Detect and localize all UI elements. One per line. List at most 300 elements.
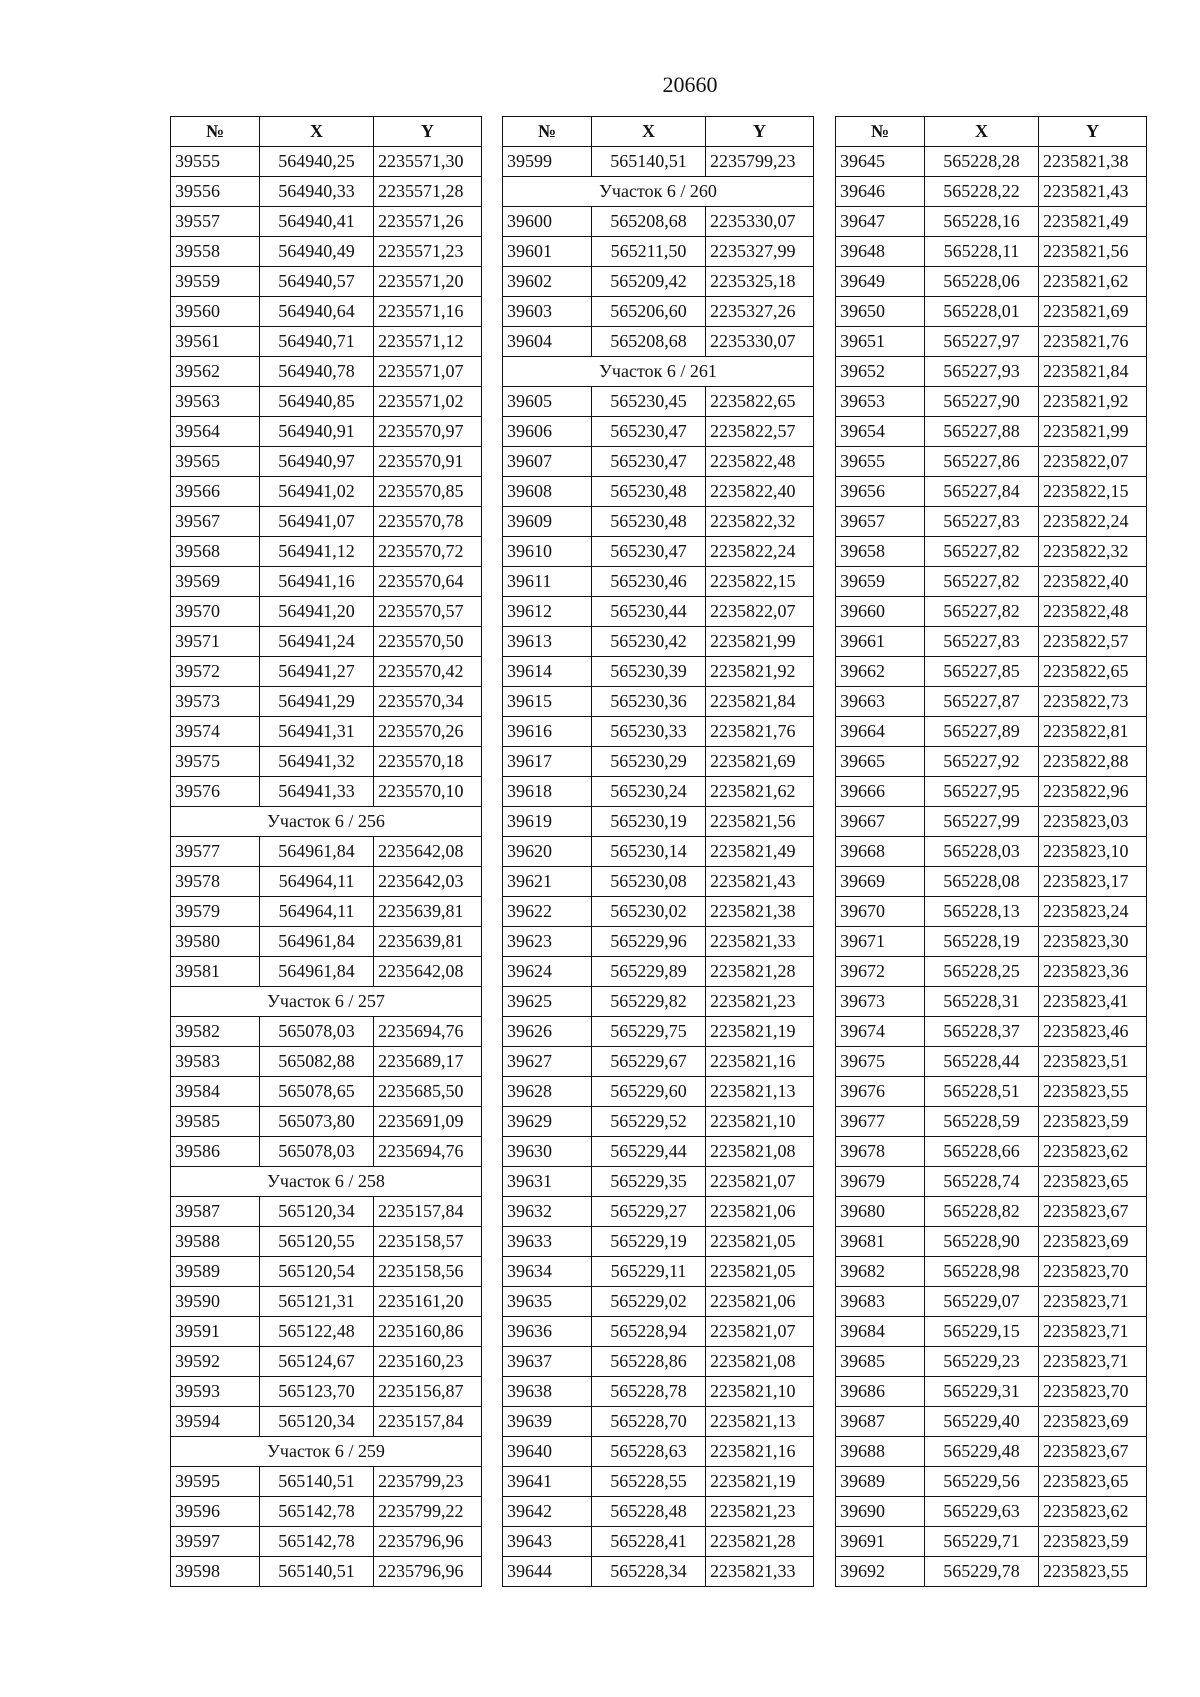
section-row [171, 987, 482, 1017]
cell-y: 2235821,10 [706, 1377, 814, 1407]
cell-no: 39656 [836, 477, 925, 507]
cell-no: 39602 [503, 267, 592, 297]
table-row [836, 807, 1147, 837]
cell-y: 2235571,26 [374, 207, 482, 237]
cell-y: 2235158,57 [374, 1227, 482, 1257]
cell-y: 2235822,40 [1039, 567, 1147, 597]
section-title: Участок 6 / 261 [503, 357, 814, 387]
cell-no: 39640 [503, 1437, 592, 1467]
cell-y: 2235821,05 [706, 1227, 814, 1257]
cell-y: 2235823,17 [1039, 867, 1147, 897]
table-row [503, 1497, 814, 1527]
coordinates-table-1 [170, 116, 482, 1587]
cell-x: 565142,78 [260, 1527, 374, 1557]
cell-y: 2235821,19 [706, 1017, 814, 1047]
cell-y: 2235821,99 [706, 627, 814, 657]
table-row [171, 1197, 482, 1227]
cell-no: 39674 [836, 1017, 925, 1047]
cell-x: 565230,46 [592, 567, 706, 597]
table-row [503, 807, 814, 837]
cell-x: 565228,59 [925, 1107, 1039, 1137]
header-no: № [171, 117, 260, 147]
cell-no: 39670 [836, 897, 925, 927]
cell-no: 39633 [503, 1227, 592, 1257]
cell-x: 565229,71 [925, 1527, 1039, 1557]
header-x: X [260, 117, 374, 147]
cell-no: 39591 [171, 1317, 260, 1347]
cell-no: 39661 [836, 627, 925, 657]
cell-y: 2235821,62 [1039, 267, 1147, 297]
cell-y: 2235821,38 [706, 897, 814, 927]
cell-no: 39570 [171, 597, 260, 627]
cell-x: 564940,41 [260, 207, 374, 237]
cell-no: 39671 [836, 927, 925, 957]
cell-no: 39565 [171, 447, 260, 477]
table-row [503, 657, 814, 687]
cell-y: 2235330,07 [706, 207, 814, 237]
cell-no: 39619 [503, 807, 592, 837]
table-row [836, 1407, 1147, 1437]
table-row [171, 237, 482, 267]
table-row [836, 777, 1147, 807]
table-row [836, 987, 1147, 1017]
section-title: Участок 6 / 257 [171, 987, 482, 1017]
cell-x: 564941,33 [260, 777, 374, 807]
cell-x: 565230,45 [592, 387, 706, 417]
table-row [503, 1137, 814, 1167]
cell-no: 39687 [836, 1407, 925, 1437]
table-row [503, 1407, 814, 1437]
cell-x: 565229,63 [925, 1497, 1039, 1527]
table-row [171, 537, 482, 567]
cell-x: 565229,89 [592, 957, 706, 987]
cell-y: 2235821,10 [706, 1107, 814, 1137]
cell-x: 565078,65 [260, 1077, 374, 1107]
table-row [171, 1377, 482, 1407]
table-row [503, 1347, 814, 1377]
cell-no: 39608 [503, 477, 592, 507]
cell-no: 39681 [836, 1227, 925, 1257]
cell-no: 39666 [836, 777, 925, 807]
cell-no: 39635 [503, 1287, 592, 1317]
cell-no: 39663 [836, 687, 925, 717]
cell-x: 565228,13 [925, 897, 1039, 927]
cell-y: 2235158,56 [374, 1257, 482, 1287]
table-row [836, 387, 1147, 417]
cell-no: 39637 [503, 1347, 592, 1377]
cell-x: 565142,78 [260, 1497, 374, 1527]
cell-x: 564964,11 [260, 867, 374, 897]
table-row [836, 717, 1147, 747]
cell-x: 565228,28 [925, 147, 1039, 177]
cell-y: 2235821,43 [706, 867, 814, 897]
cell-y: 2235821,23 [706, 1497, 814, 1527]
cell-no: 39598 [171, 1557, 260, 1587]
cell-no: 39601 [503, 237, 592, 267]
cell-no: 39662 [836, 657, 925, 687]
cell-x: 564940,25 [260, 147, 374, 177]
table-row [171, 927, 482, 957]
cell-y: 2235570,57 [374, 597, 482, 627]
cell-y: 2235157,84 [374, 1407, 482, 1437]
table-row [836, 357, 1147, 387]
cell-x: 565206,60 [592, 297, 706, 327]
cell-x: 565230,08 [592, 867, 706, 897]
cell-x: 565208,68 [592, 207, 706, 237]
cell-y: 2235156,87 [374, 1377, 482, 1407]
cell-y: 2235822,73 [1039, 687, 1147, 717]
cell-y: 2235823,69 [1039, 1407, 1147, 1437]
cell-no: 39561 [171, 327, 260, 357]
header-y: Y [374, 117, 482, 147]
table-row [503, 987, 814, 1017]
cell-y: 2235822,48 [706, 447, 814, 477]
cell-y: 2235639,81 [374, 897, 482, 927]
table-row [171, 1317, 482, 1347]
cell-no: 39589 [171, 1257, 260, 1287]
cell-x: 565227,92 [925, 747, 1039, 777]
cell-no: 39617 [503, 747, 592, 777]
table-row [503, 507, 814, 537]
table-row [171, 1017, 482, 1047]
cell-y: 2235822,07 [706, 597, 814, 627]
cell-no: 39673 [836, 987, 925, 1017]
cell-no: 39579 [171, 897, 260, 927]
cell-no: 39647 [836, 207, 925, 237]
table-row [836, 1137, 1147, 1167]
table-row [836, 597, 1147, 627]
cell-y: 2235325,18 [706, 267, 814, 297]
table-row [171, 1497, 482, 1527]
cell-y: 2235823,65 [1039, 1467, 1147, 1497]
header-x: X [592, 117, 706, 147]
table-row [171, 357, 482, 387]
table-row [836, 207, 1147, 237]
table-row [171, 147, 482, 177]
table-row [836, 927, 1147, 957]
cell-no: 39572 [171, 657, 260, 687]
cell-no: 39620 [503, 837, 592, 867]
cell-x: 565228,78 [592, 1377, 706, 1407]
cell-y: 2235821,69 [1039, 297, 1147, 327]
cell-x: 565228,11 [925, 237, 1039, 267]
table-row [171, 1557, 482, 1587]
cell-y: 2235823,62 [1039, 1137, 1147, 1167]
cell-x: 565229,07 [925, 1287, 1039, 1317]
cell-x: 565230,48 [592, 507, 706, 537]
cell-x: 564941,31 [260, 717, 374, 747]
table-row [836, 267, 1147, 297]
cell-y: 2235570,72 [374, 537, 482, 567]
cell-y: 2235799,23 [706, 147, 814, 177]
cell-y: 2235823,59 [1039, 1527, 1147, 1557]
table-row [836, 627, 1147, 657]
table-row [836, 1287, 1147, 1317]
cell-y: 2235571,12 [374, 327, 482, 357]
table-row [836, 567, 1147, 597]
cell-no: 39568 [171, 537, 260, 567]
cell-y: 2235821,84 [1039, 357, 1147, 387]
cell-no: 39651 [836, 327, 925, 357]
table-row [171, 627, 482, 657]
cell-no: 39576 [171, 777, 260, 807]
table-row [503, 327, 814, 357]
cell-no: 39595 [171, 1467, 260, 1497]
cell-no: 39577 [171, 837, 260, 867]
cell-no: 39654 [836, 417, 925, 447]
table-row [836, 1227, 1147, 1257]
cell-x: 564940,71 [260, 327, 374, 357]
table-row [503, 1107, 814, 1137]
cell-y: 2235821,13 [706, 1407, 814, 1437]
table-row [836, 1527, 1147, 1557]
cell-y: 2235822,65 [706, 387, 814, 417]
cell-x: 565229,48 [925, 1437, 1039, 1467]
cell-y: 2235330,07 [706, 327, 814, 357]
cell-no: 39638 [503, 1377, 592, 1407]
section-title: Участок 6 / 260 [503, 177, 814, 207]
table-row [171, 747, 482, 777]
cell-y: 2235570,34 [374, 687, 482, 717]
cell-no: 39631 [503, 1167, 592, 1197]
cell-x: 565228,98 [925, 1257, 1039, 1287]
cell-y: 2235571,20 [374, 267, 482, 297]
cell-no: 39634 [503, 1257, 592, 1287]
cell-y: 2235821,28 [706, 1527, 814, 1557]
cell-x: 565227,95 [925, 777, 1039, 807]
cell-no: 39603 [503, 297, 592, 327]
cell-y: 2235823,65 [1039, 1167, 1147, 1197]
cell-y: 2235821,99 [1039, 417, 1147, 447]
cell-y: 2235571,23 [374, 237, 482, 267]
cell-y: 2235821,76 [1039, 327, 1147, 357]
section-title: Участок 6 / 258 [171, 1167, 482, 1197]
cell-x: 565228,01 [925, 297, 1039, 327]
cell-y: 2235821,08 [706, 1347, 814, 1377]
table-row [503, 687, 814, 717]
cell-no: 39665 [836, 747, 925, 777]
table-row [836, 747, 1147, 777]
cell-no: 39649 [836, 267, 925, 297]
cell-y: 2235823,10 [1039, 837, 1147, 867]
table-row [503, 1077, 814, 1107]
cell-no: 39643 [503, 1527, 592, 1557]
cell-y: 2235821,33 [706, 1557, 814, 1587]
cell-no: 39632 [503, 1197, 592, 1227]
table-row [836, 1197, 1147, 1227]
cell-no: 39650 [836, 297, 925, 327]
cell-y: 2235327,99 [706, 237, 814, 267]
table-row [836, 1257, 1147, 1287]
table-row [503, 147, 814, 177]
cell-x: 565229,52 [592, 1107, 706, 1137]
cell-x: 565229,67 [592, 1047, 706, 1077]
cell-no: 39571 [171, 627, 260, 657]
cell-no: 39556 [171, 177, 260, 207]
cell-no: 39682 [836, 1257, 925, 1287]
table-row [171, 777, 482, 807]
cell-y: 2235689,17 [374, 1047, 482, 1077]
cell-no: 39611 [503, 567, 592, 597]
section-row [503, 177, 814, 207]
cell-no: 39630 [503, 1137, 592, 1167]
table-row [171, 1227, 482, 1257]
table-row [171, 297, 482, 327]
cell-no: 39628 [503, 1077, 592, 1107]
cell-y: 2235822,15 [1039, 477, 1147, 507]
cell-no: 39583 [171, 1047, 260, 1077]
cell-x: 565228,06 [925, 267, 1039, 297]
cell-no: 39600 [503, 207, 592, 237]
cell-no: 39625 [503, 987, 592, 1017]
cell-y: 2235570,50 [374, 627, 482, 657]
cell-x: 565229,56 [925, 1467, 1039, 1497]
cell-y: 2235821,84 [706, 687, 814, 717]
table-row [171, 597, 482, 627]
table-row [836, 147, 1147, 177]
cell-x: 565229,44 [592, 1137, 706, 1167]
table-row [171, 267, 482, 297]
cell-x: 565228,44 [925, 1047, 1039, 1077]
cell-no: 39646 [836, 177, 925, 207]
cell-y: 2235571,16 [374, 297, 482, 327]
cell-y: 2235823,71 [1039, 1317, 1147, 1347]
cell-y: 2235822,07 [1039, 447, 1147, 477]
cell-y: 2235821,69 [706, 747, 814, 777]
cell-y: 2235571,02 [374, 387, 482, 417]
cell-y: 2235685,50 [374, 1077, 482, 1107]
table-row [836, 897, 1147, 927]
cell-y: 2235823,24 [1039, 897, 1147, 927]
table-row [836, 867, 1147, 897]
table-row [836, 1557, 1147, 1587]
cell-no: 39669 [836, 867, 925, 897]
cell-no: 39599 [503, 147, 592, 177]
cell-y: 2235821,07 [706, 1317, 814, 1347]
cell-y: 2235823,51 [1039, 1047, 1147, 1077]
cell-no: 39683 [836, 1287, 925, 1317]
cell-no: 39588 [171, 1227, 260, 1257]
cell-x: 565228,16 [925, 207, 1039, 237]
table-row [836, 1377, 1147, 1407]
cell-x: 565228,90 [925, 1227, 1039, 1257]
cell-y: 2235570,91 [374, 447, 482, 477]
cell-x: 565230,02 [592, 897, 706, 927]
cell-y: 2235796,96 [374, 1557, 482, 1587]
table-row [171, 1077, 482, 1107]
table-row [503, 447, 814, 477]
cell-x: 565228,70 [592, 1407, 706, 1437]
cell-no: 39641 [503, 1467, 592, 1497]
table-row [171, 1407, 482, 1437]
table-row [171, 207, 482, 237]
table-row [503, 777, 814, 807]
cell-no: 39610 [503, 537, 592, 567]
table-row [503, 927, 814, 957]
table-row [171, 1107, 482, 1137]
cell-y: 2235570,18 [374, 747, 482, 777]
cell-x: 565228,08 [925, 867, 1039, 897]
cell-no: 39578 [171, 867, 260, 897]
cell-x: 565228,86 [592, 1347, 706, 1377]
cell-y: 2235823,59 [1039, 1107, 1147, 1137]
cell-no: 39616 [503, 717, 592, 747]
cell-y: 2235157,84 [374, 1197, 482, 1227]
cell-x: 565227,83 [925, 507, 1039, 537]
header-no: № [836, 117, 925, 147]
cell-y: 2235821,56 [706, 807, 814, 837]
table-row [503, 837, 814, 867]
cell-no: 39678 [836, 1137, 925, 1167]
cell-y: 2235570,64 [374, 567, 482, 597]
cell-x: 565227,87 [925, 687, 1039, 717]
cell-no: 39590 [171, 1287, 260, 1317]
cell-no: 39644 [503, 1557, 592, 1587]
cell-x: 565208,68 [592, 327, 706, 357]
table-row [171, 1347, 482, 1377]
cell-x: 565230,29 [592, 747, 706, 777]
cell-y: 2235821,33 [706, 927, 814, 957]
cell-no: 39676 [836, 1077, 925, 1107]
cell-no: 39618 [503, 777, 592, 807]
cell-no: 39648 [836, 237, 925, 267]
cell-x: 565228,41 [592, 1527, 706, 1557]
cell-x: 565228,48 [592, 1497, 706, 1527]
cell-no: 39639 [503, 1407, 592, 1437]
cell-x: 565227,83 [925, 627, 1039, 657]
cell-no: 39627 [503, 1047, 592, 1077]
cell-no: 39560 [171, 297, 260, 327]
cell-x: 565124,67 [260, 1347, 374, 1377]
cell-x: 565230,19 [592, 807, 706, 837]
cell-x: 565228,31 [925, 987, 1039, 1017]
cell-y: 2235639,81 [374, 927, 482, 957]
cell-no: 39581 [171, 957, 260, 987]
table-row [171, 1527, 482, 1557]
cell-y: 2235821,23 [706, 987, 814, 1017]
cell-no: 39672 [836, 957, 925, 987]
table-row [836, 1467, 1147, 1497]
cell-no: 39566 [171, 477, 260, 507]
cell-x: 565228,66 [925, 1137, 1039, 1167]
cell-y: 2235821,92 [1039, 387, 1147, 417]
table-row [171, 387, 482, 417]
cell-y: 2235821,19 [706, 1467, 814, 1497]
table-row [171, 687, 482, 717]
cell-no: 39564 [171, 417, 260, 447]
cell-no: 39689 [836, 1467, 925, 1497]
cell-y: 2235821,16 [706, 1047, 814, 1077]
cell-y: 2235161,20 [374, 1287, 482, 1317]
table-row [171, 327, 482, 357]
cell-y: 2235823,62 [1039, 1497, 1147, 1527]
cell-y: 2235570,42 [374, 657, 482, 687]
cell-no: 39615 [503, 687, 592, 717]
cell-no: 39623 [503, 927, 592, 957]
cell-x: 565230,14 [592, 837, 706, 867]
table-row [503, 267, 814, 297]
table-row [836, 1017, 1147, 1047]
table-row [836, 1167, 1147, 1197]
cell-y: 2235796,96 [374, 1527, 482, 1557]
cell-x: 565228,25 [925, 957, 1039, 987]
cell-y: 2235823,30 [1039, 927, 1147, 957]
table-row [503, 1047, 814, 1077]
cell-y: 2235571,30 [374, 147, 482, 177]
cell-y: 2235822,32 [1039, 537, 1147, 567]
cell-no: 39605 [503, 387, 592, 417]
cell-y: 2235570,26 [374, 717, 482, 747]
